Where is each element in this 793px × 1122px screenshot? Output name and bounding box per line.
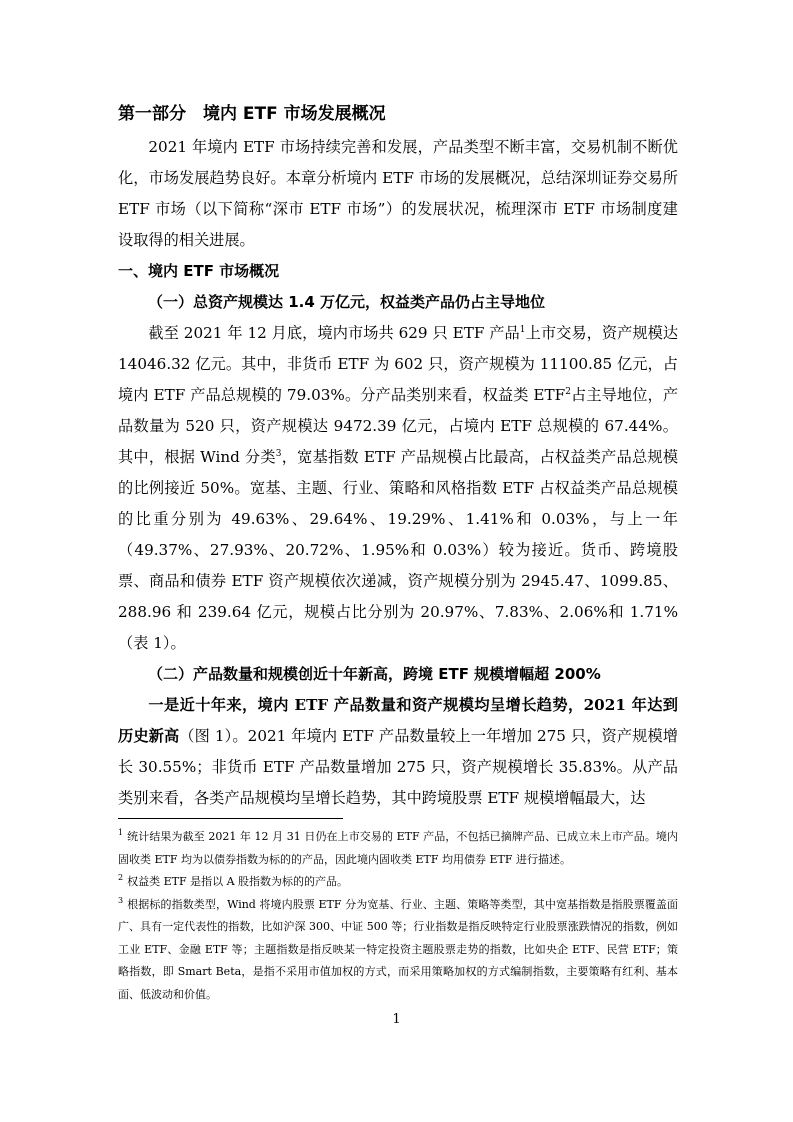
paragraph-asset-scale (118, 318, 678, 659)
subsection-heading-1: （一）总资产规模达 1.4 万亿元，权益类产品仍占主导地位 (148, 293, 546, 311)
para1-text-2: 上市交易，资产规模达 14046.32 亿元。其中，非货币 ETF 为 602 只，资产规模为 11100.85 亿元，占境内 ETF 产品总规模的 79.03%。分产品类别来看，权益类 ETF (118, 324, 679, 404)
footnote-3 (118, 894, 678, 1007)
footnote-ref-2: 2 (565, 386, 571, 397)
intro-paragraph: 2021 年境内 ETF 市场持续完善和发展，产品类型不断丰富，交易机制不断优化，市场发展趋势良好。本章分析境内 ETF 市场的发展概况，总结深圳证券交易所 ETF 市场（以下简称“深市 ETF 市场”）的发展状况，梳理深市 ETF 市场制度建设取得的相关进展。 (118, 138, 678, 249)
footnote-number: 3 (118, 895, 124, 905)
para1-text-1: 截至 2021 年 12 月底，境内市场共 629 只 ETF 产品 (148, 324, 520, 342)
footnote-2 (118, 871, 678, 894)
para1-text-3: 占主导地位，产品数量为 520 只，资产规模达 9472.39 亿元，占境内 ETF 总规模的 67.44%。其中，根据 Wind 分类 (118, 386, 679, 466)
para2-bold-lead: 一是近十年来，境内 ETF 产品数量和资产规模均呈增长趋势，2021 年达到历史新高 (118, 696, 678, 745)
footnote-text: 根据标的指数类型，Wind 将境内股票 ETF 分为宽基、行业、主题、策略等类型，其中宽基指数是指股票覆盖面广、具有一定代表性的指数，比如沪深 300、中证 500 等；行业指数是指反映特定行业股票涨跌情况的指数，例如工业 ETF、金融 ETF 等；主题指数是指反映某一特定投资主题股票走势的指数，比如央企 ETF、民营 ETF；策略指数，即 Smart Beta，是指不采用市值加权的方式，而采用策略加权的方式编制指数，主要策略有红利、基本面、低波动和价值。 (118, 897, 678, 1001)
footnote-divider (118, 818, 343, 819)
footnote-text: 统计结果为截至 2021 年 12 月 31 日仍在上市交易的 ETF 产品，不包括已摘牌产品、已成立未上市产品。境内固收类 ETF 均为以债券指数为标的的产品，因此境内固收类 ETF 均用债券 ETF 进行描述。 (118, 830, 678, 866)
paragraph-growth (118, 690, 678, 814)
document-body (118, 100, 678, 814)
footnote-ref-3: 3 (275, 448, 282, 459)
para1-text-4: ，宽基指数 ETF 产品规模占比最高，占权益类产品总规模的比例接近 50%。宽基、主题、行业、策略和风格指数 ETF 占权益类产品总规模的比重分别为 49.63%、29.64%、19.29%、1.41%和 0.03%，与上一年（49.37%、27.93%、20.72%、1.95%和 0.03%）较为接近。货币、跨境股票、商品和债券 ETF 资产规模依次递减，资产规模分别为 2945.47、1099.85、288.96 和 239.64 亿元，规模占比分别为 20.97%、7.83%、2.06%和 1.71%（表 1）。 (118, 448, 679, 652)
part-title: 第一部分 境内 ETF 市场发展概况 (118, 104, 386, 124)
footnote-number: 1 (118, 828, 124, 838)
para2-text: （图 1）。2021 年境内 ETF 产品数量较上一年增加 275 只，资产规模增长 30.55%；非货币 ETF 产品数量增加 275 只，资产规模增长 35.83%。从产品类别来看，各类产品规模均呈增长趋势，其中跨境股票 ETF 规模增幅最大，达 (118, 727, 678, 807)
footnote-text: 权益类 ETF 是指以 A 股指数为标的的产品。 (127, 875, 349, 888)
subsection-heading-2: （二）产品数量和规模创近十年新高，跨境 ETF 规模增幅超 200% (148, 665, 601, 683)
footnotes (118, 826, 678, 1006)
footnote-1 (118, 826, 678, 871)
page-number: 1 (392, 1012, 401, 1027)
section-heading-1: 一、境内 ETF 市场概况 (118, 262, 280, 280)
footnote-number: 2 (118, 873, 124, 883)
footnote-ref-1: 1 (519, 324, 526, 335)
